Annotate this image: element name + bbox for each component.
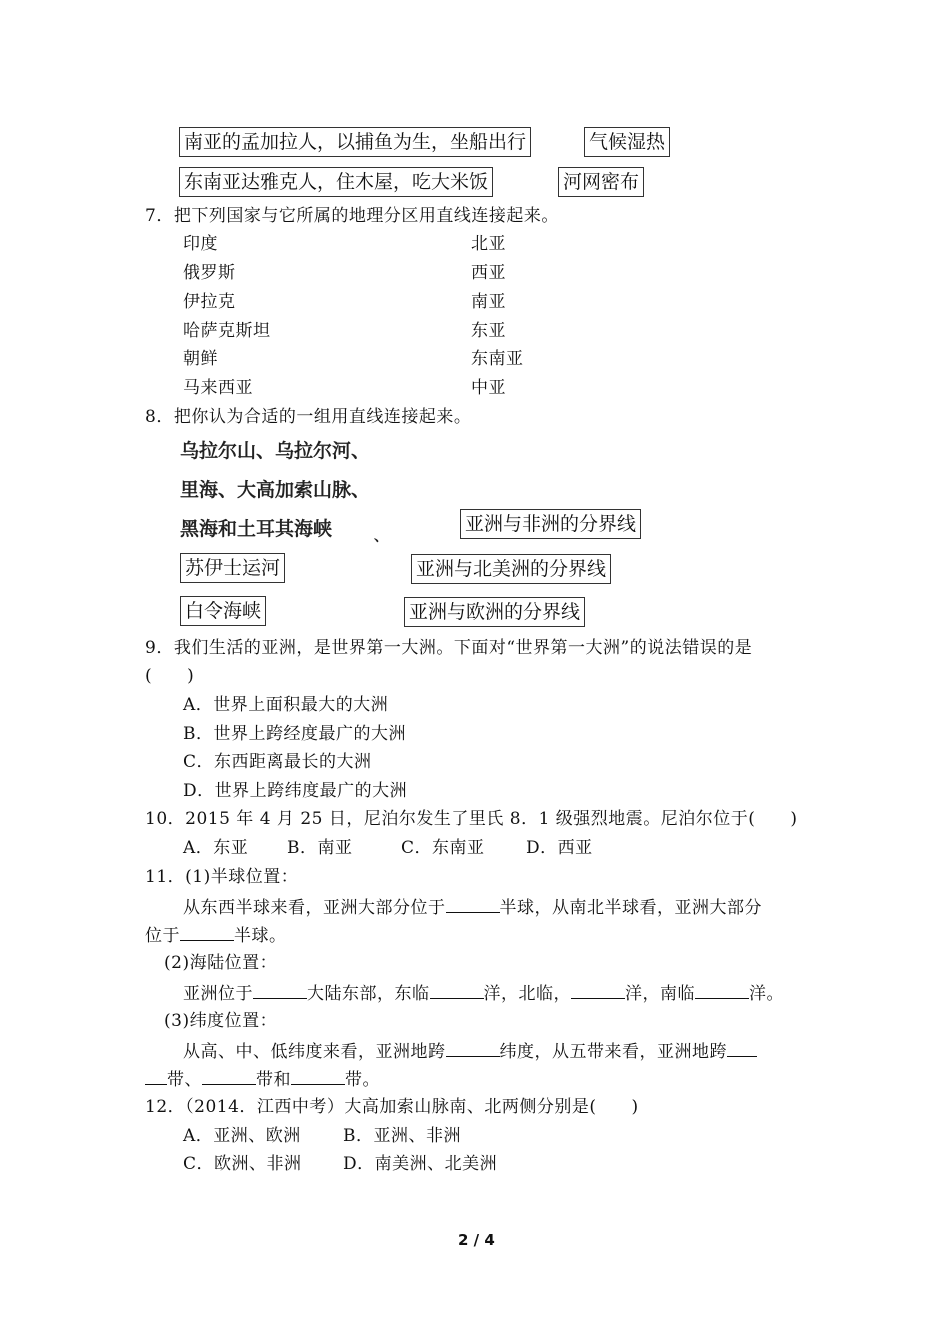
q8-box-europe: 亚洲与欧洲的分界线 <box>404 597 585 627</box>
q11-text: 纬度，从五带来看，亚洲地跨 <box>499 1042 727 1062</box>
q11-text: 从东西半球来看，亚洲大部分位于 <box>183 898 446 918</box>
q7-country: 马来西亚 <box>183 378 253 398</box>
q12-stem: 12．（2014．江西中考）大高加索山脉南、北两侧分别是( ) <box>145 1097 639 1117</box>
q8-left-ural: 乌拉尔山、乌拉尔河、 <box>180 440 371 462</box>
q7-country: 俄罗斯 <box>183 263 236 283</box>
q7-country: 朝鲜 <box>183 349 218 369</box>
q11-text: 带、 <box>167 1070 202 1090</box>
q12-option: C．欧洲、非洲 <box>183 1154 302 1174</box>
answer-blank[interactable] <box>446 894 500 913</box>
answer-blank[interactable] <box>145 1066 167 1085</box>
answer-blank[interactable] <box>695 980 749 999</box>
q6-box-climate: 气候湿热 <box>584 127 670 157</box>
answer-blank[interactable] <box>430 980 484 999</box>
q8-left-blacksea: 黑海和土耳其海峡 <box>180 518 333 540</box>
q11-part1-line1 <box>183 894 762 920</box>
q11-text: 半球。 <box>234 926 287 946</box>
q11-part1-title: 11．(1)半球位置： <box>145 867 299 887</box>
q9-option: A．世界上面积最大的大洲 <box>183 695 389 715</box>
q9-option: B．世界上跨经度最广的大洲 <box>183 724 406 744</box>
answer-blank[interactable] <box>202 1066 256 1085</box>
q11-text: 带和 <box>256 1070 291 1090</box>
q11-text: 半球，从南北半球看，亚洲大部分 <box>499 898 762 918</box>
q11-text: 洋。 <box>749 984 784 1004</box>
q12-option: D．南美洲、北美洲 <box>343 1154 498 1174</box>
answer-blank[interactable] <box>571 980 625 999</box>
q11-text: 位于 <box>145 926 180 946</box>
q11-text: 带。 <box>345 1070 380 1090</box>
q9-option: D．世界上跨纬度最广的大洲 <box>183 781 408 801</box>
q11-part1-line2 <box>145 922 287 948</box>
answer-blank[interactable] <box>253 980 307 999</box>
q11-text: 洋，南临 <box>625 984 695 1004</box>
answer-blank[interactable] <box>446 1038 500 1057</box>
q11-text: 从高、中、低纬度来看，亚洲地跨 <box>183 1042 446 1062</box>
q12-option: B．亚洲、非洲 <box>343 1126 461 1146</box>
answer-blank[interactable] <box>291 1066 345 1085</box>
q7-region: 中亚 <box>471 378 506 398</box>
q8-box-suez: 苏伊士运河 <box>180 553 285 583</box>
q8-box-namerica: 亚洲与北美洲的分界线 <box>411 554 611 584</box>
answer-blank[interactable] <box>727 1038 757 1057</box>
q12-option: A．亚洲、欧洲 <box>183 1126 301 1146</box>
q9-stem: 9．我们生活的亚洲，是世界第一大洲。下面对“世界第一大洲”的说法错误的是 <box>145 638 753 658</box>
q10-option: D．西亚 <box>526 838 593 858</box>
q8-box-bering: 白令海峡 <box>180 596 266 626</box>
q6-box-rivers: 河网密布 <box>558 167 644 197</box>
q7-country: 印度 <box>183 234 218 254</box>
q7-stem: 7．把下列国家与它所属的地理分区用直线连接起来。 <box>145 206 559 226</box>
q11-text: 大陆东部，东临 <box>307 984 430 1004</box>
q7-region: 东南亚 <box>471 349 524 369</box>
q11-part3-title: (3)纬度位置： <box>164 1011 278 1031</box>
q11-part2-line <box>183 980 784 1006</box>
q7-country: 伊拉克 <box>183 292 236 312</box>
page-number: 2 / 4 <box>458 1231 495 1249</box>
q7-country: 哈萨克斯坦 <box>183 321 271 341</box>
answer-blank[interactable] <box>180 922 234 941</box>
q10-stem: 10．2015 年 4 月 25 日，尼泊尔发生了里氏 8．1 级强烈地震。尼泊尔位于( ) <box>145 809 798 829</box>
q11-part2-title: (2)海陆位置： <box>164 953 278 973</box>
q7-region: 北亚 <box>471 234 506 254</box>
q11-text: 亚洲位于 <box>183 984 253 1004</box>
q7-region: 南亚 <box>471 292 506 312</box>
q10-option: C．东南亚 <box>401 838 485 858</box>
q7-region: 西亚 <box>471 263 506 283</box>
q9-option: C．东西距离最长的大洲 <box>183 752 372 772</box>
q10-option: A．东亚 <box>183 838 249 858</box>
q8-left-blacksea-tail: 、 <box>374 529 388 545</box>
q8-box-africa: 亚洲与非洲的分界线 <box>460 509 641 539</box>
q11-part3-line1 <box>183 1038 757 1064</box>
q7-region: 东亚 <box>471 321 506 341</box>
q6-box-dayak: 东南亚达雅克人，住木屋，吃大米饭 <box>179 167 493 197</box>
q11-text: 洋，北临， <box>483 984 571 1004</box>
q8-left-caspian: 里海、大高加索山脉、 <box>180 479 371 501</box>
q8-stem: 8．把你认为合适的一组用直线连接起来。 <box>145 407 472 427</box>
q10-option: B．南亚 <box>287 838 353 858</box>
q11-part3-line2 <box>145 1066 380 1092</box>
q9-bracket: ( ) <box>145 666 195 686</box>
q6-box-bangladesh: 南亚的孟加拉人，以捕鱼为生，坐船出行 <box>179 127 531 157</box>
